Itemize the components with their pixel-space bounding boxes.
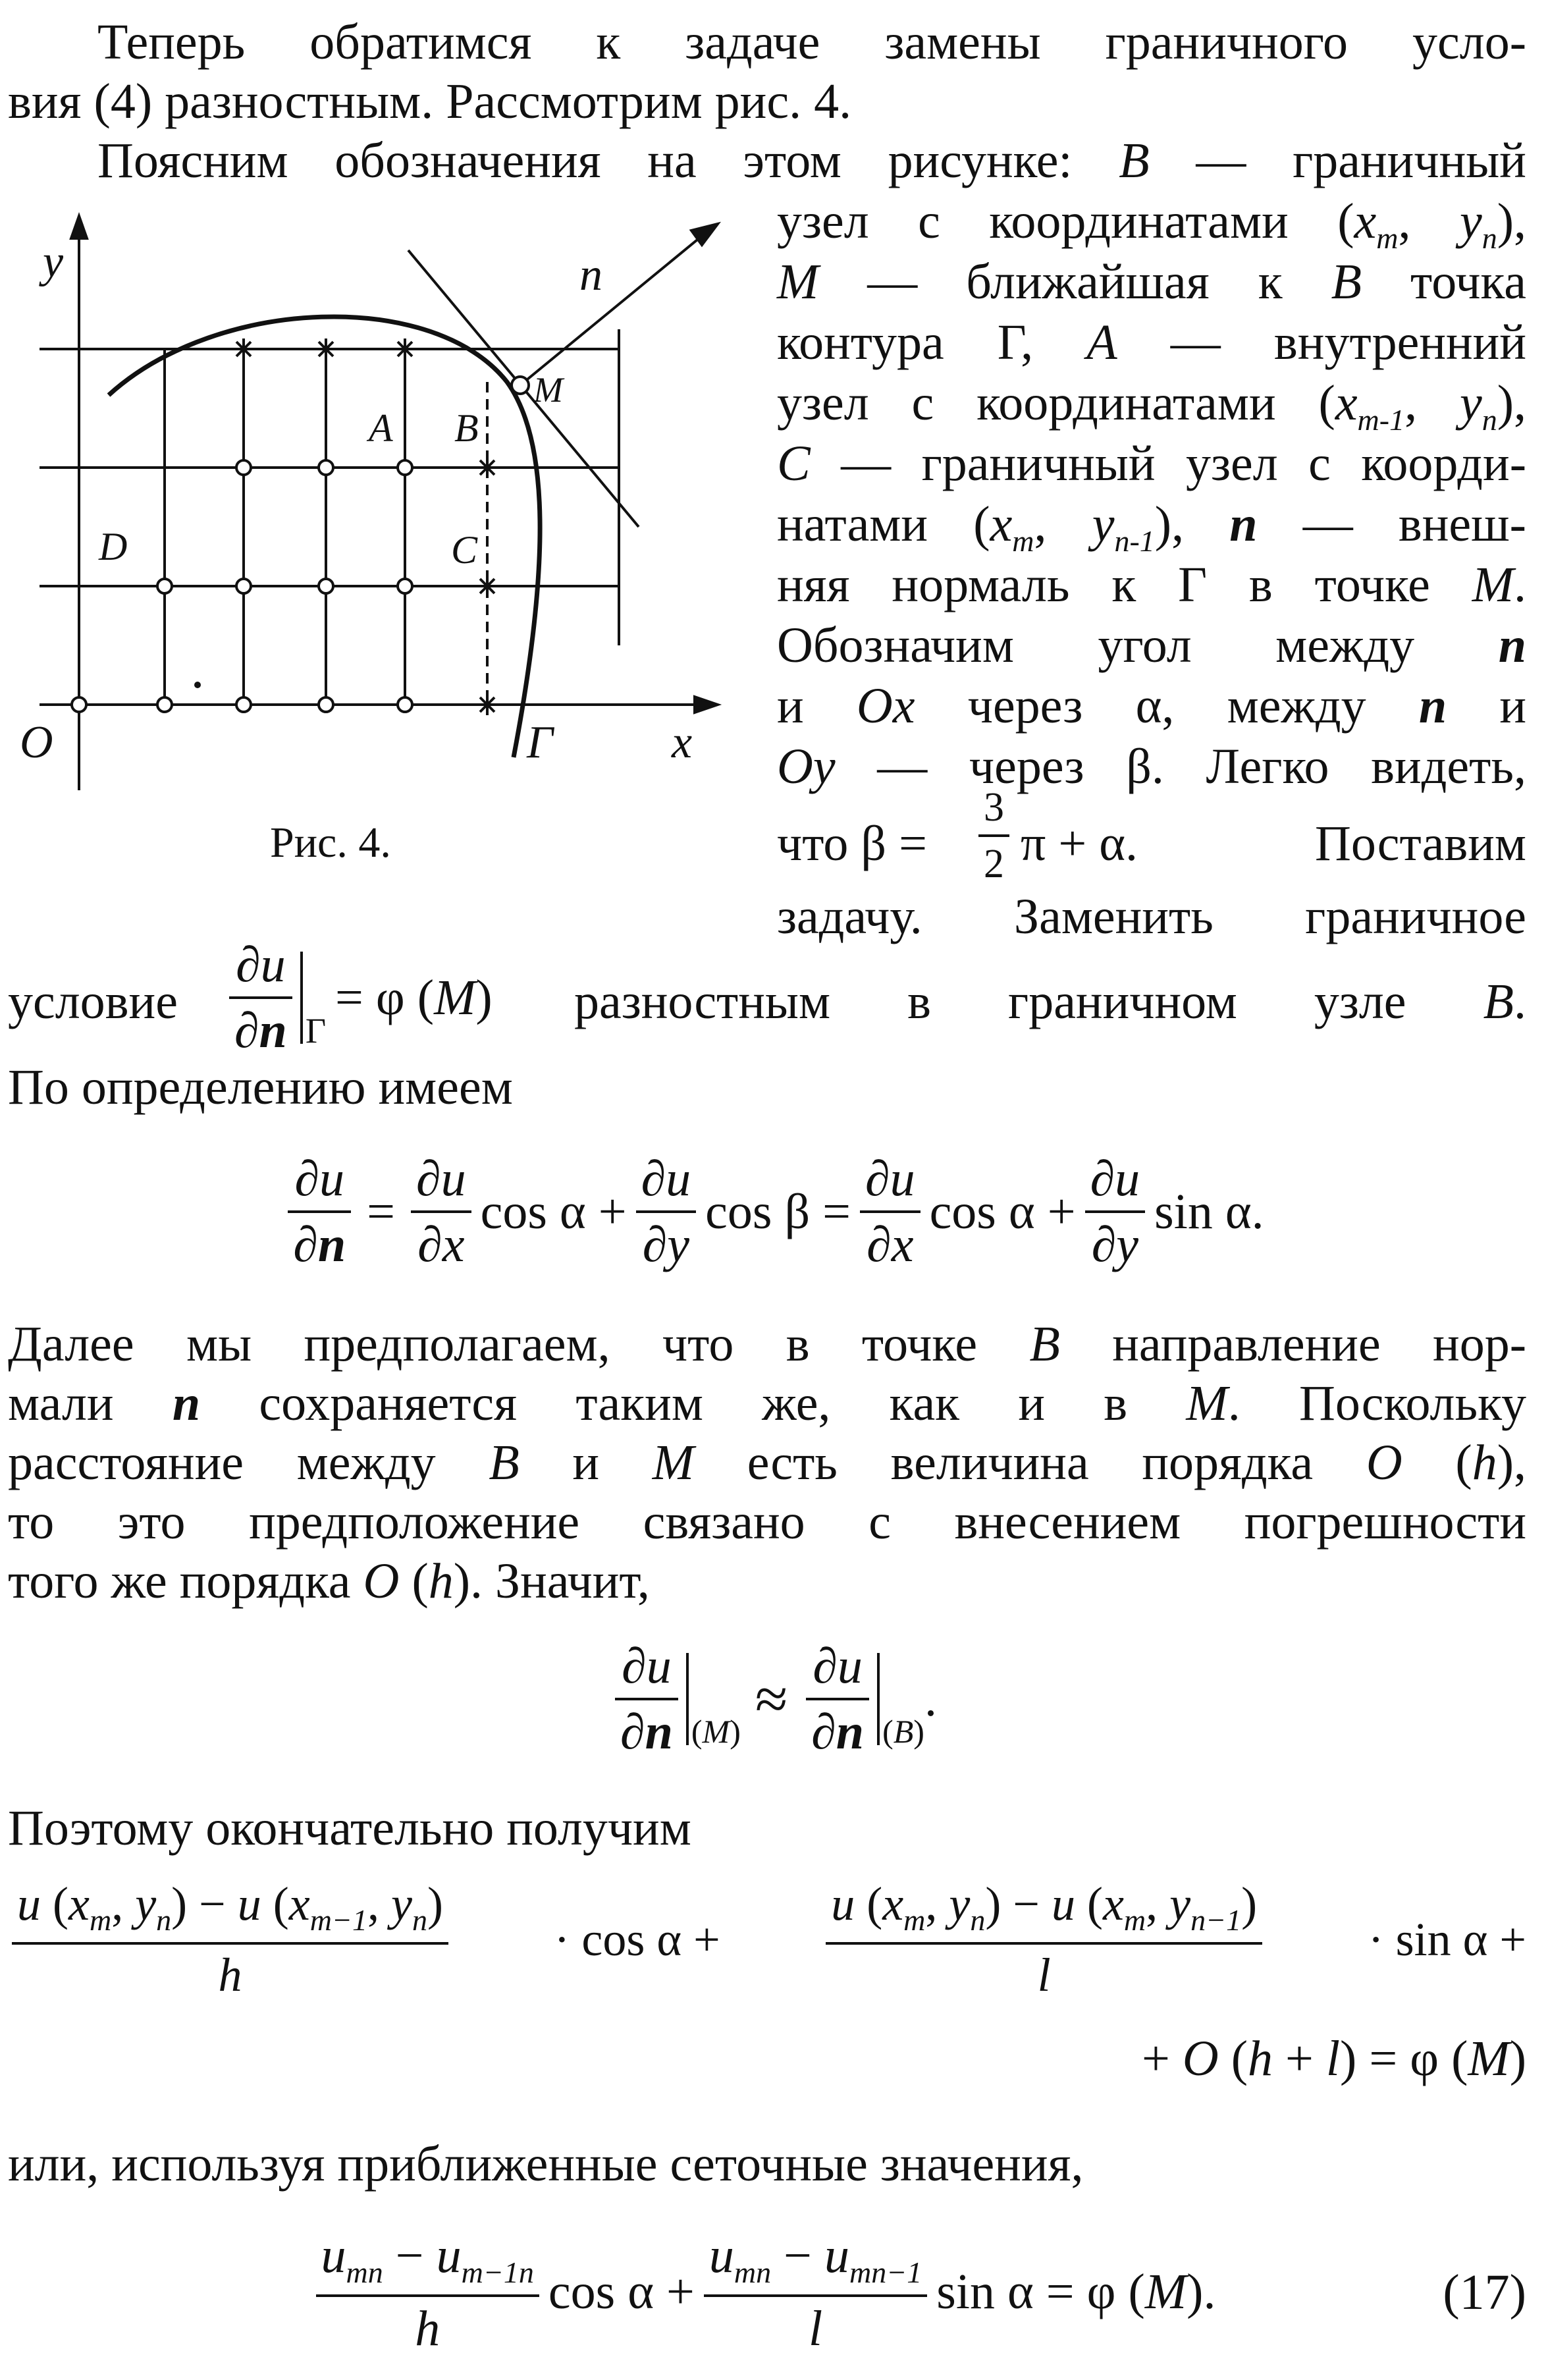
equation-1: $\frac{\partial u}{\partial n}$ = $\frac{\partial u}{\partial x}$ cos α + $\frac{\partial u}{\partial y}$ cos β = $\frac{\partial u}{\partial x}$ cos α + $\frac{\partial u}{\partial y}$ sin α. [0, 1146, 1548, 1278]
p2-first-line: Поясним обозначения на этом рисунке: B — граничный [97, 133, 1526, 188]
p5: или, используя приближенные сеточные значения, [8, 2136, 1084, 2192]
equation-4-number: (17) [1443, 2265, 1526, 2320]
p4: Поэтому окончательно получим [8, 1800, 691, 1856]
figure-4-diagram [0, 184, 744, 922]
p2-right-5: C — граничный узел с коорди- [777, 436, 1526, 491]
fig-label-y: y [43, 236, 64, 287]
fig-label-d: D [99, 525, 128, 568]
p2-right-9: и Ox через α, между n и [777, 678, 1527, 734]
figure-4 [0, 184, 744, 922]
p2-right-12: задачу. Заменить граничное [777, 889, 1526, 944]
p2-right-6: натами ($x_m$, $y_{n-1}$), n — внеш- [777, 497, 1526, 558]
p2-right-2: M — ближайшая к B точка [777, 254, 1526, 310]
p1-line-1: Теперь обратимся к задаче замены граничного усло- [97, 14, 1526, 70]
fig-label-o: O [20, 717, 53, 768]
fig-label-x: x [672, 717, 693, 768]
p3-line-4: то это предположение связано с внесением погрешности [8, 1494, 1526, 1550]
equation-4: $\frac{u_{mn} - u_{m-1n}}{h}$ cos α + $\frac{u_{mn} - u_{mn-1}}{l}$ sin α = φ (M). [198, 2226, 1330, 2358]
p2-right-1: узел с координатами ($x_m$, $y_n$), [777, 194, 1527, 255]
p1-line-2: вия (4) разностным. Рассмотрим рис. 4. [8, 74, 852, 129]
fig-label-a: A [369, 406, 393, 450]
p2-right-11: что β = $\frac{3}{2}$ π + α. Поставим [777, 785, 1526, 886]
p2-right-3: контура Г, A — внутренний [777, 315, 1526, 370]
p2-cont-1: условие $\frac{\partial u}{\partial n}$ Г = φ (M) разностным в граничном узле B. [8, 937, 1526, 1058]
p3-line-1: Далее мы предполагаем, что в точке B направление нор- [8, 1316, 1526, 1372]
fig-label-n: n [579, 250, 602, 300]
p2-right-7: няя нормаль к Г в точке M. [777, 557, 1526, 612]
figure-caption: Рис. 4. [270, 819, 391, 867]
equation-2: $\frac{\partial u}{\partial n}$ (M) ≈ $\frac{\partial u}{\partial n}$ (B) . [0, 1633, 1548, 1765]
p2-right-10: Oy — через β. Легко видеть, [777, 739, 1526, 794]
fig-label-gamma: Г [527, 717, 553, 768]
p2-cont-2: По определению имеем [8, 1060, 513, 1115]
p3-line-5: того же порядка O (h). Значит, [8, 1554, 650, 1609]
fig-label-m: M [533, 370, 563, 410]
p3-line-3: расстояние между B и M есть величина порядка O (h), [8, 1435, 1527, 1490]
p2-right-4: узел с координатами ($x_{m-1}$, $y_n$), [777, 375, 1527, 437]
fig-label-b: B [454, 406, 479, 450]
equation-3-line-1: $\frac{u (x_m, y_n) - u (x_{m-1}, y_n)}{h}$ · cos α + $\frac{u (x_m, y_n) - u (x_m, y_{n-1})}{l}$ · sin α + [8, 1877, 1526, 2002]
equation-3-line-2: + O (h + l) = φ (M) [1141, 2031, 1526, 2086]
fig-label-c: C [451, 528, 478, 572]
p3-line-2: мали n сохраняется таким же, как и в M. Поскольку [8, 1376, 1526, 1431]
p2-right-8: Обозначим угол между n [777, 618, 1526, 673]
